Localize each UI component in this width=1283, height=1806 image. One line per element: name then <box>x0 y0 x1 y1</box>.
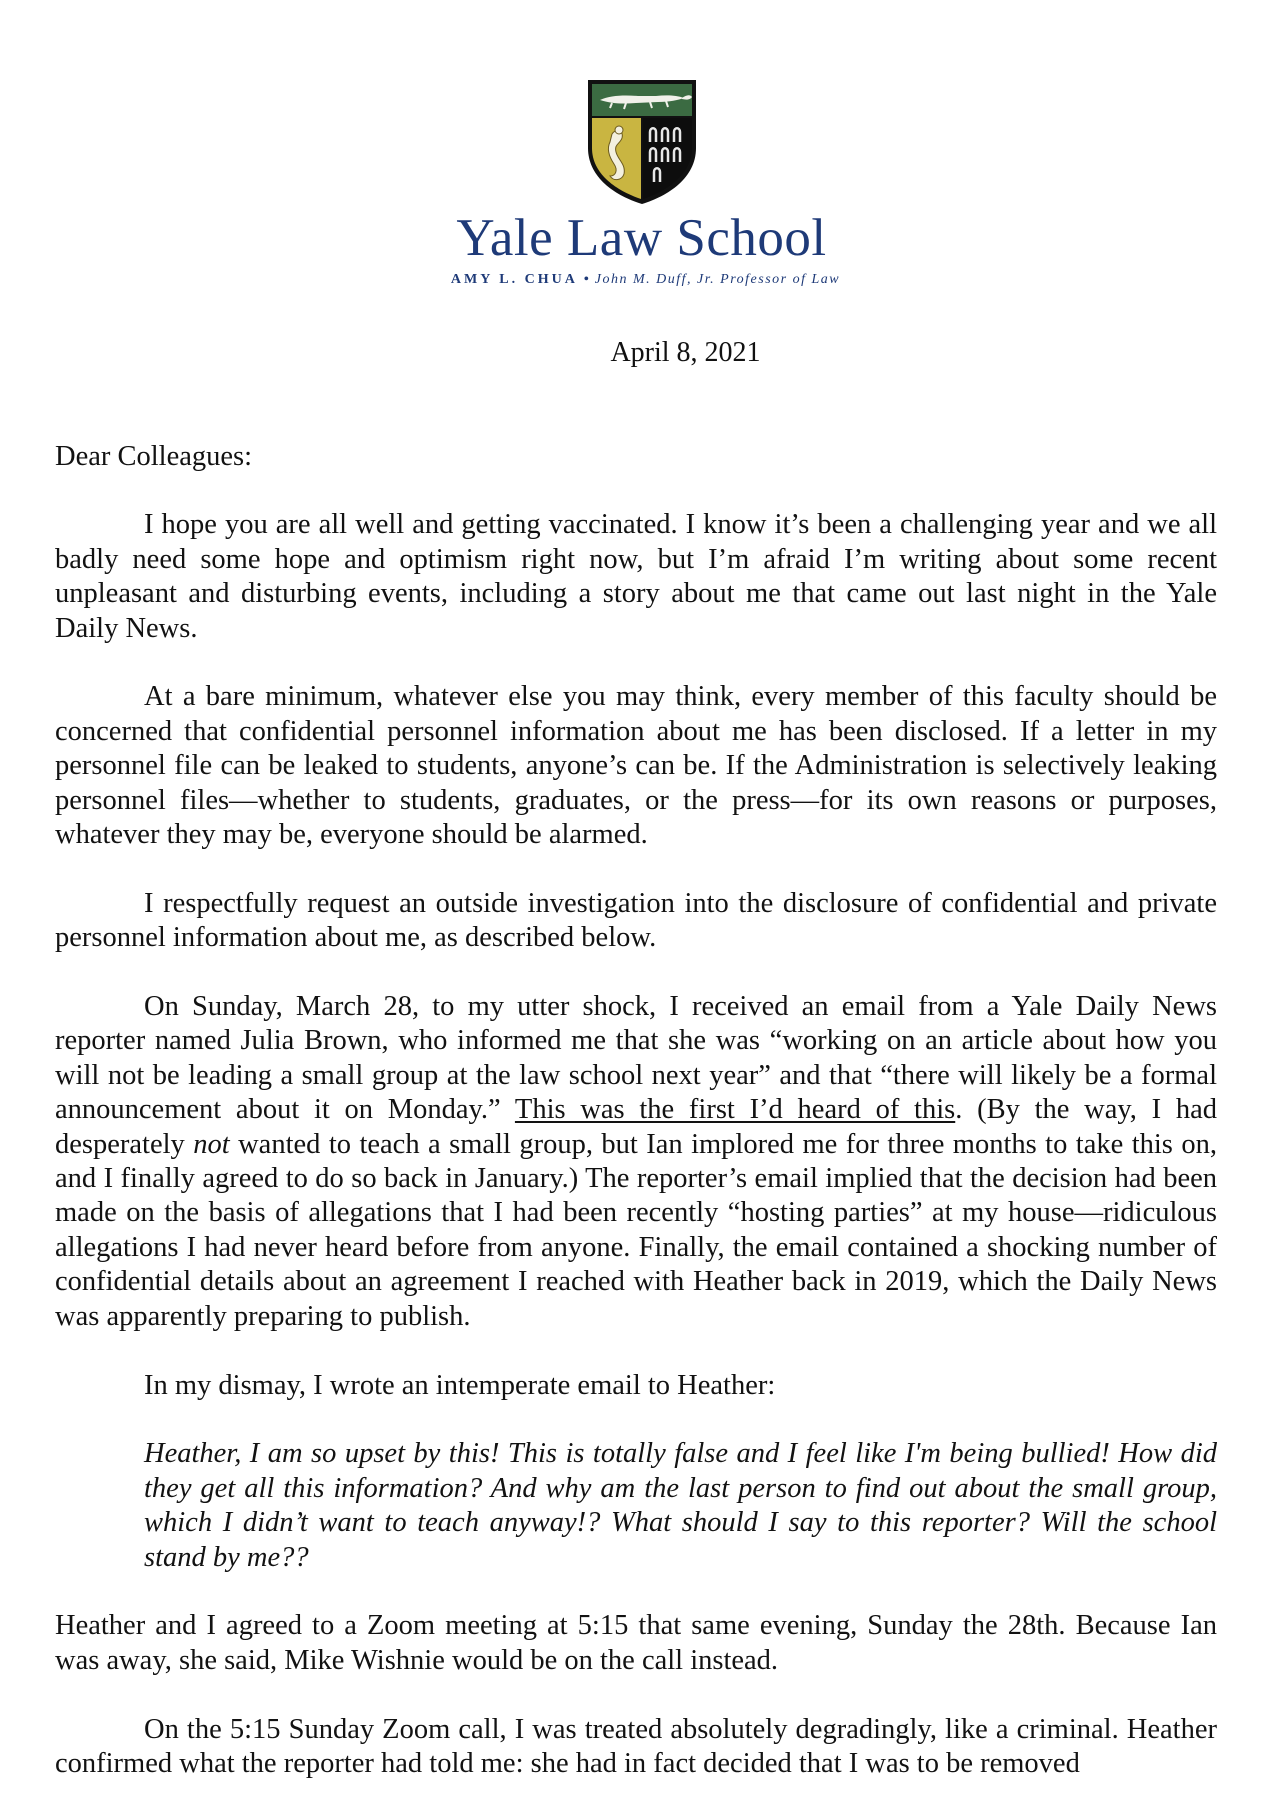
separator-dot: • <box>583 272 589 287</box>
paragraph-5: In my dismay, I wrote an intemperate email to Heather: <box>144 1369 776 1401</box>
paragraph-4 <box>55 990 1217 1334</box>
paragraph-4-part-b: . (By the way, I had desperately <box>55 1094 1217 1160</box>
author-title: John M. Duff, Jr. Professor of Law <box>594 272 841 287</box>
paragraph-4-italic: not <box>193 1128 230 1160</box>
salutation: Dear Colleagues: <box>55 441 253 472</box>
paragraph-2: At a bare minimum, whatever else you may think, every member of this faculty should be concerned that confidential personnel information about me has been disclosed. If a letter in my personnel file can be leaked to students, anyone’s can be. If the Administration is selectively leaking personnel files—whether to students, graduates, or the press—for its own reasons or purposes, whatever they may be, everyone should be alarmed. <box>55 681 1217 851</box>
paragraph-4-part-c: wanted to teach a small group, but Ian implored me for three months to take this on, and I finally agreed to do so back in January.) The reporter’s email implied that the decision had been made on the basis of allegations that I had been recently “hosting parties” at my house—ridiculous allegations I had never heard before from anyone. Finally, the email contained a shocking number of confidential details about an agreement I reached with Heather back in 2019, which the Daily News was apparently preparing to publish. <box>55 1128 1217 1332</box>
paragraph-6: Heather and I agreed to a Zoom meeting at 5:15 that same evening, Sunday the 28th. Because Ian was away, she said, Mike Wishnie would be on the call instead. <box>55 1610 1217 1676</box>
author-name: AMY L. CHUA <box>450 272 578 287</box>
school-name: Yale Law School <box>456 209 827 267</box>
letter-body <box>55 440 1217 1781</box>
email-quote: Heather, I am so upset by this! This is totally false and I feel like I'm being bullied! How did they get all this information? And why am the last person to find out about the small group, which I didn’t want to teach anyway!? What should I say to this reporter? Will the school stand by me?? <box>144 1438 1217 1573</box>
paragraph-1: I hope you are all well and getting vaccinated. I know it’s been a challenging year and we all badly need some hope and optimism right now, but I’m afraid I’m writing about some recent unpleasant and disturbing events, including a story about me that came out last night in the Yale Daily News. <box>55 509 1217 644</box>
paragraph-4-underlined: This was the first I’d heard of this <box>514 1094 956 1126</box>
paragraph-3: I respectfully request an outside investigation into the disclosure of confidential and private personnel information about me, as described below. <box>55 887 1217 954</box>
yale-law-shield-icon <box>586 78 698 206</box>
paragraph-4-part-a: On Sunday, March 28, to my utter shock, I received an email from a Yale Daily News reporter named Julia Brown, who informed me that she was “working on an article about how you will not be leading a small group at the law school next year” and that “there will likely be a formal announcement about it on Monday.” <box>55 991 1217 1126</box>
letterhead <box>0 78 1283 289</box>
letterhead-subtitle <box>0 271 1283 289</box>
letter-date: April 8, 2021 <box>610 337 761 368</box>
paragraph-7: On the 5:15 Sunday Zoom call, I was treated absolutely degradingly, like a criminal. Heather confirmed what the reporter had told me: she had in fact decided that I was to be removed <box>55 1713 1217 1779</box>
